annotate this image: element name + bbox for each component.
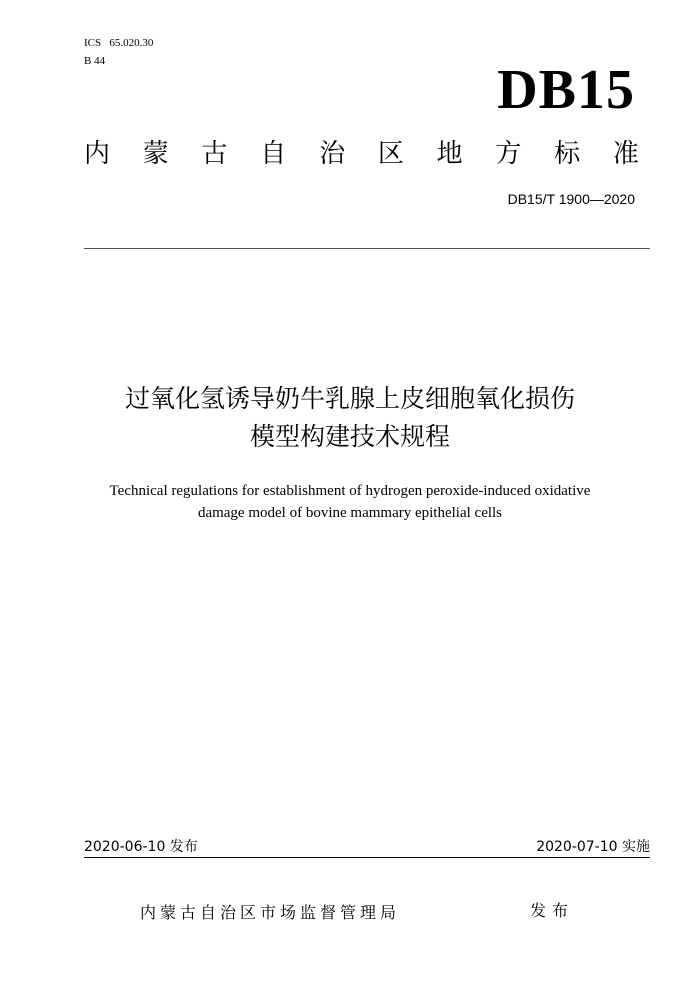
standard-type-char: 古 [201,139,228,169]
title-chinese-line-1: 过氧化氢诱导奶牛乳腺上皮细胞氧化损伤 [124,384,575,413]
effective-date: 2020-07-10 实施 [536,839,650,855]
standard-type-char: 自 [260,139,287,169]
standard-type-char: 区 [377,139,404,169]
standard-type-char: 地 [436,139,463,169]
publish-label: 发布 [530,901,575,920]
standard-type-char: 方 [495,139,522,169]
standard-type-char: 标 [554,139,581,169]
standard-code: DB15 [497,59,635,121]
standard-type [84,138,639,170]
title-chinese-line-2: 模型构建技术规程 [249,422,450,451]
title-english [60,480,640,524]
ccs-code: B 44 [84,55,106,67]
footer-divider [84,857,650,858]
title-chinese [40,380,660,456]
standard-number: DB15/T 1900—2020 [507,191,635,207]
standard-type-char: 蒙 [142,139,169,169]
header-divider [84,248,650,249]
title-english-line-1: Technical regulations for establishment of hydrogen peroxide-induced oxidative [109,483,591,499]
title-english-line-2: damage model of bovine mammary epithelial cells [197,505,503,521]
ics-code: ICS 65.020.30 [84,37,154,49]
publish-date: 2020-06-10 发布 [84,839,198,855]
standard-type-char: 准 [612,139,639,169]
standard-type-char: 治 [319,139,346,169]
issuing-authority: 内蒙古自治区市场监督管理局 [140,903,401,922]
standard-type-char: 内 [84,139,111,169]
